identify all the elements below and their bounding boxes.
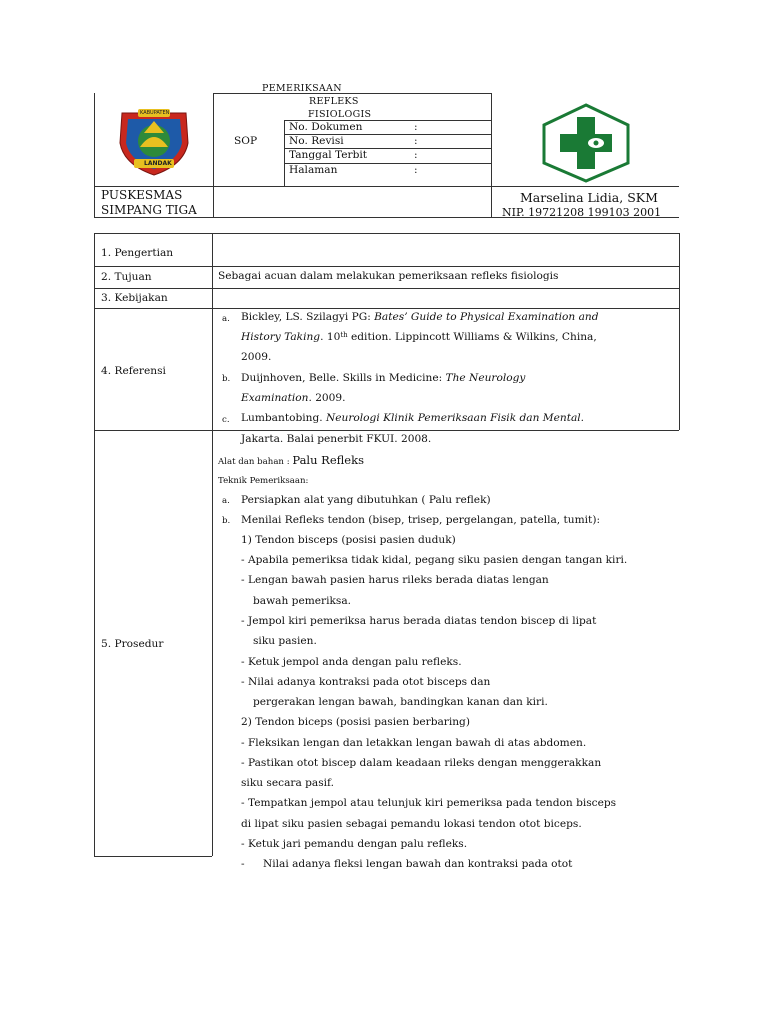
step-line: - Fleksikan lengan dan letakkan lengan bawah di atas abdomen. bbox=[241, 737, 587, 749]
step-line: bawah pemeriksa. bbox=[253, 595, 352, 607]
step-line: di lipat siku pasien sebagai pemandu lokasi tendon otot biceps. bbox=[241, 818, 582, 830]
step-line: - Nilai adanya kontraksi pada otot bisceps dan bbox=[241, 676, 491, 688]
puskesmas-logo bbox=[540, 103, 632, 183]
step-line: siku secara pasif. bbox=[241, 777, 334, 789]
teknik-heading: Teknik Pemeriksaan: bbox=[218, 476, 309, 486]
step-line: - Apabila pemeriksa tidak kidal, pegang siku pasien dengan tangan kiri. bbox=[241, 554, 628, 566]
signer-name: Marselina Lidia, SKM bbox=[520, 190, 658, 205]
step-line: - Lengan bawah pasien harus rileks berada diatas lengan bbox=[241, 574, 549, 586]
step-line: - Jempol kiri pemeriksa harus berada diatas tendon biscep di lipat bbox=[241, 615, 597, 627]
reference-item: Duijnhoven, Belle. Skills in Medicine: The Neurology bbox=[241, 372, 526, 384]
signer-nip: NIP. 19721208 199103 2001 bbox=[502, 206, 662, 219]
alat-bahan: Alat dan bahan : Palu Refleks bbox=[218, 453, 364, 467]
section-kebijakan: 3. Kebijakan bbox=[101, 292, 168, 304]
meta-label: Tanggal Terbit bbox=[289, 149, 368, 161]
reference-item: History Taking. 10th edition. Lippincott Williams & Wilkins, China, bbox=[241, 331, 597, 343]
sop-label: SOP bbox=[234, 135, 258, 147]
step-line: - Pastikan otot biscep dalam keadaan rileks dengan menggerakkan bbox=[241, 757, 602, 769]
meta-label: No. Dokumen bbox=[289, 121, 363, 133]
reference-item: Examination. 2009. bbox=[241, 392, 346, 404]
logo-bottom-text: LANDAK bbox=[144, 160, 172, 167]
step-line: - Ketuk jempol anda dengan palu refleks. bbox=[241, 656, 462, 668]
step-line: - Tempatkan jempol atau telunjuk kiri pemeriksa pada tendon bisceps bbox=[241, 797, 617, 809]
section-tujuan: 2. Tujuan bbox=[101, 271, 152, 283]
step-line: pergerakan lengan bawah, bandingkan kanan dan kiri. bbox=[253, 696, 548, 708]
regency-logo bbox=[104, 103, 204, 179]
step-item: Persiapkan alat yang dibutuhkan ( Palu reflek) bbox=[241, 494, 491, 506]
meta-sep: : bbox=[414, 135, 418, 147]
step-line: Nilai adanya fleksi lengan bawah dan kontraksi pada otot bbox=[263, 858, 573, 870]
meta-sep: : bbox=[414, 164, 418, 176]
meta-label: No. Revisi bbox=[289, 135, 344, 147]
reference-item: Bickley, LS. Szilagyi PG: Bates’ Guide to Physical Examination and bbox=[241, 311, 599, 323]
meta-sep: : bbox=[414, 149, 418, 161]
step-line: siku pasien. bbox=[253, 635, 317, 647]
reference-item: Lumbantobing. Neurologi Klinik Pemeriksaan Fisik dan Mental. bbox=[241, 412, 585, 424]
section-pengertian: 1. Pengertian bbox=[101, 247, 174, 259]
section-prosedur: 5. Prosedur bbox=[101, 638, 164, 650]
step-line: - Ketuk jari pemandu dengan palu refleks. bbox=[241, 838, 468, 850]
meta-label: Halaman bbox=[289, 164, 338, 176]
section-referensi: 4. Referensi bbox=[101, 365, 166, 377]
step-line: 2) Tendon biceps (posisi pasien berbaring) bbox=[241, 716, 470, 728]
step-line: 1) Tendon bisceps (posisi pasien duduk) bbox=[241, 534, 456, 546]
meta-sep: : bbox=[414, 121, 418, 133]
step-item: Menilai Refleks tendon (bisep, trisep, pergelangan, patella, tumit): bbox=[241, 514, 601, 526]
logo-top-text: KABUPATEN bbox=[140, 110, 170, 116]
tujuan-text: Sebagai acuan dalam melakukan pemeriksaan refleks fisiologis bbox=[218, 270, 559, 282]
